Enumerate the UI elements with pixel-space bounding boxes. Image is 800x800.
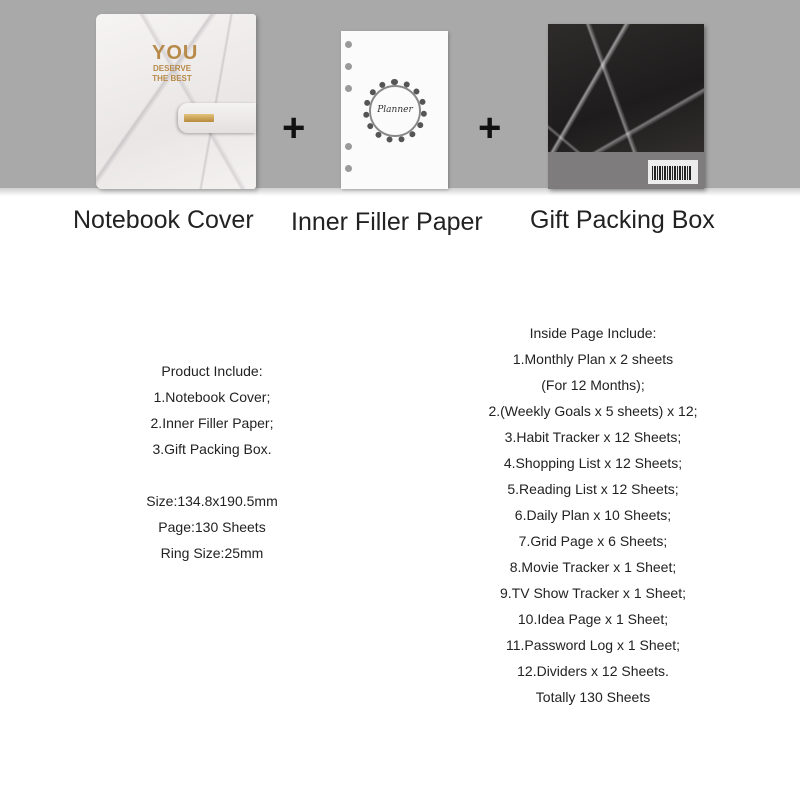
ring-hole xyxy=(345,41,352,48)
inside-page-item: 12.Dividers x 12 Sheets. xyxy=(517,663,669,679)
product-include-block xyxy=(112,358,312,566)
inside-page-item: 7.Grid Page x 6 Sheets; xyxy=(518,533,668,549)
inside-page-item: 5.Reading List x 12 Sheets; xyxy=(507,481,679,497)
inside-page-total: Totally 130 Sheets xyxy=(535,689,651,705)
cover-slogan-line3: THE BEST xyxy=(152,74,192,83)
inside-page-item: 9.TV Show Tracker x 1 Sheet; xyxy=(500,585,686,601)
notebook-cover-image xyxy=(96,14,256,189)
inside-page-item: 4.Shopping List x 12 Sheets; xyxy=(503,455,683,471)
ring-hole xyxy=(345,85,352,92)
inside-page-block xyxy=(443,320,743,710)
spec-size: Size:134.8x190.5mm xyxy=(146,493,278,509)
inside-page-item: 8.Movie Tracker x 1 Sheet; xyxy=(509,559,677,575)
cover-strap xyxy=(178,103,256,133)
spec-pages: Page:130 Sheets xyxy=(158,519,266,535)
inside-page-item: 1.Monthly Plan x 2 sheets xyxy=(512,351,674,367)
caption-gift-packing-box: Gift Packing Box xyxy=(530,206,715,234)
inside-page-heading: Inside Page Include: xyxy=(529,325,657,341)
ring-hole xyxy=(345,143,352,150)
strap-plate xyxy=(184,114,214,122)
cover-slogan-line1: YOU xyxy=(152,42,199,64)
cover-slogan xyxy=(152,42,199,84)
caption-inner-filler-paper: Inner Filler Paper xyxy=(291,208,483,236)
ring-hole xyxy=(345,165,352,172)
plus-icon: + xyxy=(478,106,502,150)
filler-paper-image xyxy=(341,31,448,189)
product-include-item: 1.Notebook Cover; xyxy=(153,389,271,405)
cover-slogan-line2: DESERVE xyxy=(152,64,192,73)
product-include-heading: Product Include: xyxy=(161,363,263,379)
product-include-item: 3.Gift Packing Box. xyxy=(152,441,272,457)
plus-icon: + xyxy=(282,106,306,150)
inside-page-item: 3.Habit Tracker x 12 Sheets; xyxy=(504,429,682,445)
inside-page-item: 10.Idea Page x 1 Sheet; xyxy=(517,611,669,627)
inside-page-item: (For 12 Months); xyxy=(541,377,645,393)
product-include-item: 2.Inner Filler Paper; xyxy=(150,415,274,431)
spec-ring-size: Ring Size:25mm xyxy=(160,545,264,561)
caption-notebook-cover: Notebook Cover xyxy=(73,206,254,234)
ring-hole xyxy=(345,63,352,70)
box-label xyxy=(648,160,698,184)
gift-box-image xyxy=(548,24,704,189)
banner-shadow xyxy=(0,188,800,196)
inside-page-item: 11.Password Log x 1 Sheet; xyxy=(505,637,681,653)
spacer xyxy=(112,462,312,488)
planner-title: Planner xyxy=(377,105,413,115)
inside-page-item: 6.Daily Plan x 10 Sheets; xyxy=(514,507,672,523)
inside-page-item: 2.(Weekly Goals x 5 sheets) x 12; xyxy=(488,403,698,419)
barcode-icon xyxy=(652,166,692,180)
